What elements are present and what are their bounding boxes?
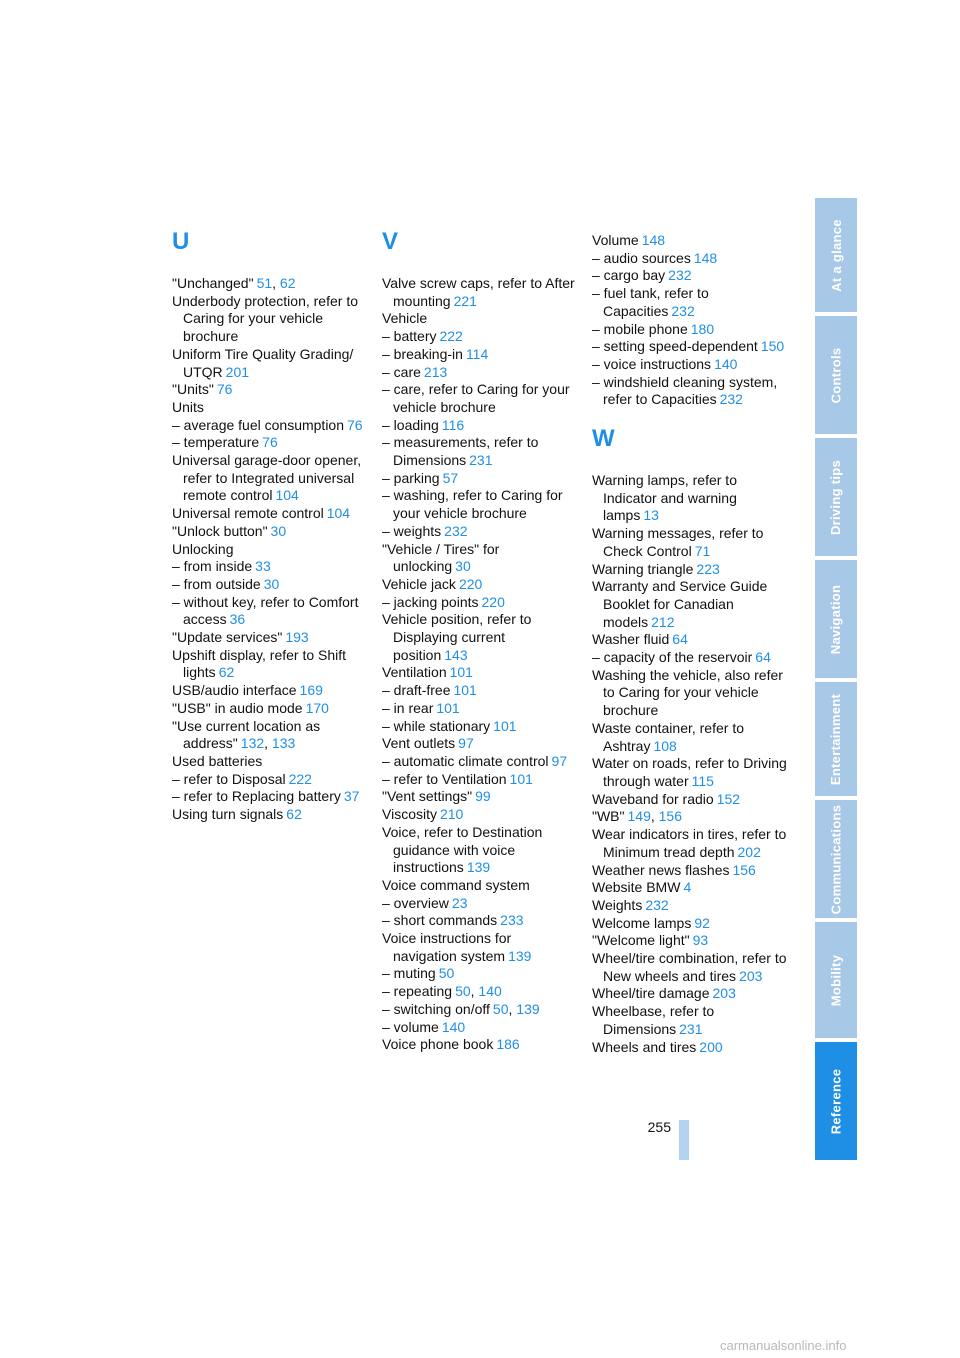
entry-term: Welcome lamps	[592, 914, 692, 931]
page-link[interactable]: 156	[732, 861, 756, 878]
index-entry	[382, 611, 578, 664]
index-entry	[592, 826, 788, 861]
entry-term: "Vehicle / Tires" for unlocking	[382, 540, 500, 575]
page-link[interactable]: 231	[469, 452, 493, 469]
entry-term: Vehicle jack	[382, 575, 456, 592]
tab-label: Controls	[828, 347, 844, 403]
entry-term: – repeating	[382, 983, 453, 1000]
index-entry	[382, 965, 578, 983]
entry-term: Wear indicators in tires, refer to Minimum tread depth	[592, 826, 787, 860]
page-number-bar	[679, 1120, 689, 1160]
page-link[interactable]: 101	[449, 664, 473, 681]
entry-term: Upshift display, refer to Shift lights	[172, 646, 347, 681]
page-link[interactable]: 150	[760, 338, 785, 355]
index-entry	[382, 523, 578, 541]
entry-term: – breaking-in	[382, 345, 463, 362]
index-entry	[172, 293, 368, 346]
watermark: carmanualsonline.info	[720, 1338, 847, 1353]
entry-term: USB/audio interface	[172, 682, 297, 699]
tab-at-a-glance[interactable]	[815, 198, 857, 312]
tab-label: Navigation	[828, 584, 844, 654]
page-link[interactable]: 210	[439, 806, 464, 823]
page-link[interactable]: 200	[699, 1038, 723, 1055]
page-link[interactable]: 232	[668, 267, 692, 284]
index-entry	[382, 700, 578, 718]
page-link[interactable]: 115	[691, 772, 714, 789]
page-link[interactable]: 97	[458, 735, 474, 752]
entry-term: – care	[382, 363, 421, 380]
page-link[interactable]: 186	[496, 1036, 520, 1053]
entry-term: Warning lamps, refer to Indicator and warning lamps	[592, 472, 737, 524]
page-link[interactable]: 232	[671, 302, 695, 319]
index-entry	[592, 897, 788, 915]
index-entry	[382, 328, 578, 346]
index-entry	[382, 381, 578, 416]
index-entry	[382, 664, 578, 682]
page-link[interactable]: 148	[641, 232, 666, 248]
index-entry	[382, 877, 578, 895]
entry-term: Weights	[592, 896, 643, 913]
entry-term: – from outside	[172, 575, 261, 592]
page-link[interactable]: 76	[347, 416, 363, 433]
page-link[interactable]: 143	[444, 646, 468, 663]
entry-term: – jacking points	[382, 593, 479, 610]
entry-term: – temperature	[172, 434, 260, 451]
entry-term: "Update services"	[172, 629, 283, 646]
page-link[interactable]: 152	[716, 790, 741, 807]
page-separator: ,	[272, 275, 280, 291]
entry-term: "Use current location as address"	[172, 717, 321, 752]
entry-term: – audio sources	[592, 249, 691, 266]
entry-term: Viscosity	[382, 806, 437, 823]
index-entry	[382, 541, 578, 576]
index-entry	[172, 788, 368, 806]
entry-term: Water on roads, refer to Driving through water	[592, 755, 787, 789]
page-link[interactable]: 220	[458, 575, 483, 592]
index-entry	[592, 950, 788, 985]
page-link[interactable]: 140	[478, 983, 502, 1000]
index-entry	[382, 771, 578, 789]
page-link[interactable]: 50	[438, 965, 455, 982]
index-entry	[172, 381, 368, 399]
index-entry	[382, 310, 578, 328]
entry-term: "USB" in audio mode	[172, 699, 303, 716]
tab-label: At a glance	[828, 218, 844, 292]
entry-term: – loading	[382, 416, 439, 433]
index-entry	[172, 594, 368, 629]
index-entry	[382, 983, 578, 1001]
index-entry	[592, 791, 788, 809]
index-entry	[172, 629, 368, 647]
page-link[interactable]: 220	[481, 593, 505, 610]
index-entry	[592, 808, 788, 826]
page-link[interactable]: 140	[714, 355, 738, 372]
index-entry	[382, 1036, 578, 1054]
page-link[interactable]: 33	[255, 558, 271, 575]
page-link[interactable]: 203	[712, 985, 736, 1002]
index-column-1	[172, 230, 368, 824]
entry-term: – setting speed-dependent	[592, 338, 758, 355]
entry-term: – volume	[382, 1018, 439, 1035]
index-entry	[172, 753, 368, 771]
index-entry	[172, 771, 368, 789]
page-link[interactable]: 139	[508, 947, 532, 964]
index-entry	[382, 718, 578, 736]
page-link[interactable]: 64	[755, 649, 771, 666]
page-link[interactable]: 156	[658, 808, 682, 825]
page-link[interactable]: 50	[492, 1000, 509, 1017]
tab-navigation[interactable]	[815, 560, 857, 678]
index-entry	[172, 718, 368, 753]
page-link[interactable]: 232	[444, 522, 468, 539]
page-link[interactable]: 133	[271, 735, 296, 752]
entry-term: Weather news flashes	[592, 861, 730, 878]
entry-term: Voice phone book	[382, 1036, 494, 1053]
entry-term: – draft-free	[382, 682, 451, 699]
entry-term: – mobile phone	[592, 320, 688, 337]
entry-term: Voice, refer to Destination guidance with voice instructions	[382, 823, 543, 876]
page-link[interactable]: 180	[690, 320, 715, 337]
page-link[interactable]: 203	[739, 967, 763, 984]
index-entry	[592, 985, 788, 1003]
index-entry	[172, 275, 368, 293]
page-link[interactable]: 57	[442, 469, 459, 486]
page-link[interactable]: 232	[645, 896, 669, 913]
entry-term: Waste container, refer to Ashtray	[592, 719, 744, 754]
entry-term: Waveband for radio	[592, 790, 714, 807]
index-entry	[382, 275, 578, 310]
page-link[interactable]: 222	[288, 770, 312, 787]
page-link[interactable]: 222	[439, 328, 463, 345]
index-entry	[592, 267, 788, 285]
entry-term: – switching on/off	[382, 1000, 490, 1017]
page-link[interactable]: 30	[455, 558, 471, 575]
entry-term: Valve screw caps, refer to After mounting	[382, 275, 575, 309]
entry-term: – automatic climate control	[382, 752, 549, 769]
entry-term: – cargo bay	[592, 267, 666, 284]
entry-term: Wheelbase, refer to Dimensions	[592, 1003, 715, 1037]
page-link[interactable]: 233	[500, 912, 524, 929]
page-link[interactable]: 104	[275, 487, 299, 504]
entry-term: – muting	[382, 965, 436, 982]
page-link[interactable]: 116	[441, 416, 465, 433]
section-letter-u: U	[172, 228, 190, 255]
index-entry	[592, 525, 788, 560]
index-entry	[592, 250, 788, 268]
entry-term: Underbody protection, refer to Caring for your vehicle brochure	[172, 292, 358, 345]
entry-term: Voice instructions for navigation system	[382, 930, 512, 964]
page-link[interactable]: 108	[653, 737, 677, 754]
index-entry	[592, 1003, 788, 1038]
page-link[interactable]: 193	[285, 629, 309, 646]
page-link[interactable]: 93	[692, 932, 709, 949]
index-entry	[172, 541, 368, 559]
section-letter-v: V	[382, 228, 399, 255]
index-entry	[382, 487, 578, 522]
entry-term: – refer to Ventilation	[382, 770, 507, 787]
entry-term: "Units"	[172, 381, 214, 398]
page-link[interactable]: 37	[343, 788, 360, 805]
page-link[interactable]: 114	[465, 345, 489, 362]
page-separator: ,	[470, 983, 479, 1000]
entry-term: Vehicle	[382, 310, 428, 327]
entry-term: Vent outlets	[382, 735, 456, 752]
page-link[interactable]: 169	[299, 682, 323, 699]
index-entry	[382, 346, 578, 364]
index-entry	[592, 915, 788, 933]
entry-term: – care, refer to Caring for your vehicle brochure	[382, 381, 570, 415]
page-separator: ,	[264, 735, 272, 752]
index-entry	[172, 434, 368, 452]
index-entry	[382, 417, 578, 435]
entry-term: – windshield cleaning system, refer to Capacities	[592, 373, 778, 408]
index-entry	[382, 824, 578, 877]
entry-term: – refer to Disposal	[172, 770, 286, 787]
entries-w	[592, 472, 788, 1056]
section-gap	[592, 409, 788, 427]
index-entry	[592, 879, 788, 897]
tab-controls[interactable]	[815, 316, 857, 434]
index-entry	[382, 576, 578, 594]
entry-term: – fuel tank, refer to Capacities	[592, 285, 709, 319]
index-entry	[172, 505, 368, 523]
entry-term: Wheel/tire combination, refer to New wheels and tires	[592, 950, 787, 984]
page-link[interactable]: 170	[305, 699, 329, 716]
index-entry	[382, 1019, 578, 1037]
page-link[interactable]: 76	[216, 381, 233, 398]
entries-v-continued	[592, 232, 788, 409]
page-link[interactable]: 202	[737, 843, 761, 860]
index-entry	[172, 523, 368, 541]
entry-term: Unlocking	[172, 540, 234, 557]
page-link[interactable]: 50	[455, 983, 471, 1000]
page-number: 255	[647, 1119, 671, 1135]
index-entry	[382, 735, 578, 753]
entry-term: – without key, refer to Comfort access	[172, 593, 359, 628]
tab-entertainment[interactable]	[815, 682, 857, 796]
entry-term: Voice command system	[382, 876, 530, 893]
entry-term: Volume	[592, 232, 639, 248]
entry-term: Wheel/tire damage	[592, 985, 710, 1002]
entry-term: Warranty and Service Guide Booklet for Canadian models	[592, 578, 768, 630]
index-column-3	[592, 232, 788, 1056]
tab-label: Reference	[828, 1068, 844, 1134]
page-link[interactable]: 23	[451, 894, 468, 911]
index-entry	[592, 472, 788, 525]
index-entry	[592, 338, 788, 356]
page-link[interactable]: 62	[218, 664, 235, 681]
entry-term: "Unlock button"	[172, 522, 268, 539]
entry-term: Wheels and tires	[592, 1038, 697, 1055]
page-link[interactable]: 30	[263, 575, 280, 592]
entry-term: – parking	[382, 469, 440, 486]
tab-reference[interactable]	[815, 1042, 857, 1160]
page-link[interactable]: 51	[256, 275, 273, 291]
page-link[interactable]: 62	[279, 275, 296, 291]
index-entry	[592, 321, 788, 339]
index-entry	[592, 631, 788, 649]
entries-u	[172, 275, 368, 824]
page-link[interactable]: 36	[229, 611, 246, 628]
index-entry	[592, 649, 788, 667]
tab-label: Entertainment	[828, 693, 844, 785]
page-link[interactable]: 64	[672, 631, 688, 648]
index-entry	[592, 232, 788, 250]
index-entry	[172, 346, 368, 381]
entry-term: Washing the vehicle, also refer to Caring for your vehicle brochure	[592, 666, 783, 719]
index-entry	[382, 470, 578, 488]
index-entry	[592, 578, 788, 631]
entries-v	[382, 275, 578, 1054]
index-entry	[382, 912, 578, 930]
index-entry	[382, 788, 578, 806]
page-link[interactable]: 139	[516, 1000, 540, 1017]
index-entry	[382, 1001, 578, 1019]
entry-term: – overview	[382, 894, 449, 911]
page-link[interactable]: 76	[262, 434, 278, 451]
index-entry	[382, 594, 578, 612]
entry-term: – average fuel consumption	[172, 416, 344, 433]
entry-term: Ventilation	[382, 664, 447, 681]
tab-communications[interactable]	[815, 800, 857, 918]
tab-label: Communications	[828, 804, 844, 914]
index-entry	[592, 667, 788, 720]
page-link[interactable]: 148	[693, 249, 718, 266]
index-entry	[382, 753, 578, 771]
index-entry	[592, 862, 788, 880]
entry-term: Vehicle position, refer to Displaying current position	[382, 611, 532, 663]
page-link[interactable]: 213	[423, 363, 448, 380]
page-link[interactable]: 101	[493, 717, 517, 734]
index-entry	[172, 452, 368, 505]
tab-mobility[interactable]	[815, 922, 857, 1038]
entry-term: – measurements, refer to Dimensions	[382, 434, 539, 469]
entry-term: – capacity of the reservoir	[592, 649, 753, 666]
entry-term: – weights	[382, 522, 442, 539]
index-entry	[592, 356, 788, 374]
index-entry	[172, 417, 368, 435]
entry-term: – from inside	[172, 558, 253, 575]
page-link[interactable]: 71	[694, 542, 711, 559]
entry-term: Using turn signals	[172, 806, 284, 823]
page-link[interactable]: 231	[679, 1020, 703, 1037]
page-link[interactable]: 104	[326, 505, 351, 522]
entry-term: – short commands	[382, 912, 498, 929]
page-link[interactable]: 232	[719, 391, 743, 408]
entry-term: – voice instructions	[592, 355, 712, 372]
entry-term: – in rear	[382, 699, 434, 716]
index-entry	[382, 682, 578, 700]
index-entry	[172, 399, 368, 417]
entry-term: Universal remote control	[172, 505, 324, 522]
page-link[interactable]: 4	[683, 879, 692, 896]
entry-term: Website BMW	[592, 879, 681, 896]
index-entry	[592, 932, 788, 950]
page-link[interactable]: 101	[453, 682, 477, 699]
index-entry	[382, 930, 578, 965]
page-link[interactable]: 139	[466, 859, 491, 876]
entry-term: Used batteries	[172, 752, 263, 769]
entry-term: "WB"	[592, 808, 625, 825]
entry-term: Units	[172, 398, 204, 415]
entry-term: Universal garage-door opener, refer to Integrated universal remote control	[172, 452, 362, 504]
tab-driving-tips[interactable]	[815, 438, 857, 556]
page-link[interactable]: 101	[436, 699, 460, 716]
index-entry	[592, 561, 788, 579]
page-link[interactable]: 223	[696, 560, 720, 577]
index-entry	[172, 647, 368, 682]
page-link[interactable]: 13	[643, 507, 659, 524]
page-link[interactable]: 132	[240, 735, 265, 752]
page-link[interactable]: 97	[551, 752, 568, 769]
index-entry	[592, 755, 788, 790]
page-separator: ,	[650, 808, 659, 825]
entry-term: – refer to Replacing battery	[172, 788, 341, 805]
page-link[interactable]: 62	[286, 806, 302, 823]
entry-term: – battery	[382, 328, 437, 345]
index-entry	[172, 576, 368, 594]
index-entry	[592, 720, 788, 755]
page-link[interactable]: 201	[225, 363, 250, 380]
entry-term: "Welcome light"	[592, 932, 690, 949]
index-entry	[172, 806, 368, 824]
entry-term: "Vent settings"	[382, 788, 473, 805]
page-separator: ,	[508, 1000, 517, 1017]
page-link[interactable]: 140	[441, 1018, 466, 1035]
index-entry	[382, 364, 578, 382]
index-entry	[172, 558, 368, 576]
index-entry	[172, 700, 368, 718]
index-entry	[382, 895, 578, 913]
entry-term: – while stationary	[382, 717, 491, 734]
index-entry	[592, 285, 788, 320]
page-link[interactable]: 30	[270, 522, 287, 539]
page-link[interactable]: 99	[475, 788, 491, 805]
entry-term: – washing, refer to Caring for your vehicle brochure	[382, 487, 563, 522]
page-link[interactable]: 221	[453, 292, 477, 309]
entry-term: Warning messages, refer to Check Control	[592, 525, 764, 559]
index-entry	[592, 374, 788, 409]
entry-term: Uniform Tire Quality Grading/ UTQR	[172, 345, 354, 380]
entry-term: "Unchanged"	[172, 275, 254, 291]
tab-label: Mobility	[828, 954, 844, 1006]
index-entry	[172, 682, 368, 700]
page-link[interactable]: 101	[509, 770, 533, 787]
tab-label: Driving tips	[828, 459, 844, 535]
index-entry	[592, 1039, 788, 1057]
index-entry	[382, 806, 578, 824]
page-link[interactable]: 149	[627, 808, 651, 825]
index-entry	[382, 434, 578, 469]
page-link[interactable]: 212	[651, 613, 675, 630]
page-link[interactable]: 92	[694, 914, 710, 931]
entry-term: Warning triangle	[592, 560, 694, 577]
section-letter-w: W	[592, 425, 615, 453]
entry-term: Washer fluid	[592, 631, 670, 648]
index-column-2	[382, 230, 578, 1054]
